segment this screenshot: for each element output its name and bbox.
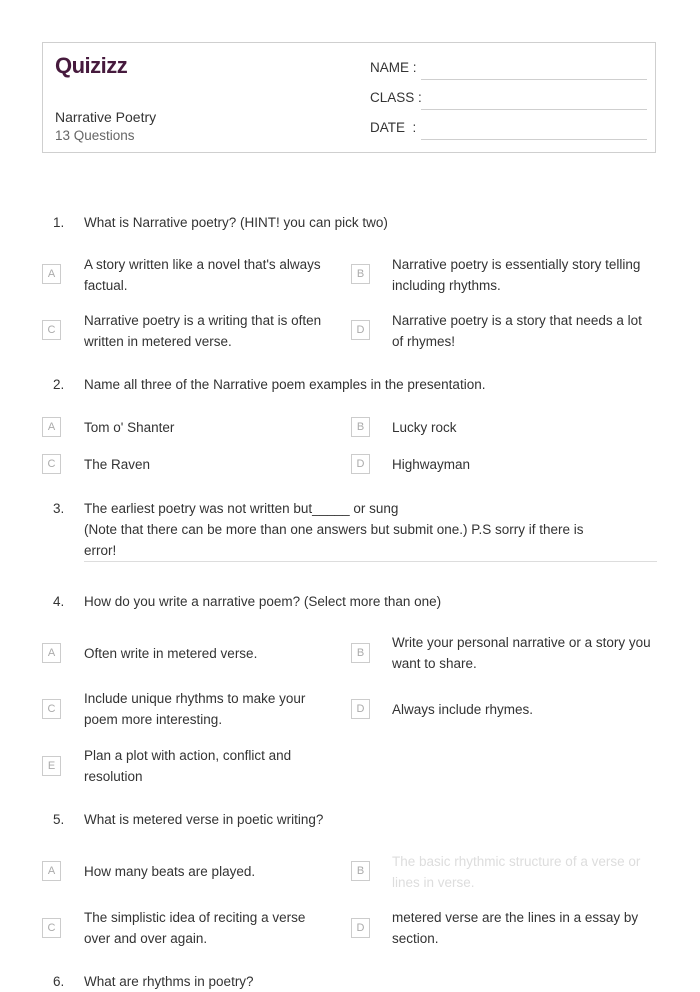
option-d-box[interactable]: D (351, 320, 370, 340)
answer-line[interactable] (84, 561, 657, 562)
question-count: 13 Questions (55, 128, 135, 143)
option-b-text: The basic rhythmic structure of a verse or lines in verse. (392, 854, 641, 890)
option-b-box[interactable]: B (351, 264, 370, 284)
date-line[interactable] (421, 139, 647, 140)
question-text: What is metered verse in poetic writing? (84, 812, 324, 827)
option-b-text: Lucky rock (392, 420, 457, 435)
option-c-box[interactable]: C (42, 918, 61, 938)
worksheet-header (42, 42, 656, 153)
question-text-line-1: The earliest poetry was not written but_____ or sung (84, 501, 399, 516)
option-e-box[interactable]: E (42, 756, 61, 776)
option-c-box[interactable]: C (42, 699, 61, 719)
name-line[interactable] (421, 79, 647, 80)
option-b-box[interactable]: B (351, 417, 370, 437)
question-number: 6. (53, 974, 65, 989)
option-d-box[interactable]: D (351, 699, 370, 719)
option-a-box[interactable]: A (42, 861, 61, 881)
question-text: What are rhythms in poetry? (84, 974, 254, 989)
option-a-text: A story written like a novel that's always factual. (84, 257, 321, 293)
option-d-text: Highwayman (392, 457, 471, 472)
option-d-text: Always include rhymes. (392, 702, 534, 717)
question-number: 3. (53, 501, 65, 516)
option-d-box[interactable]: D (351, 454, 370, 474)
option-c-text: The simplistic idea of reciting a verse over and over again. (84, 910, 306, 946)
option-c-box[interactable]: C (42, 454, 61, 474)
option-d-text: Narrative poetry is a story that needs a lot of rhymes! (392, 313, 642, 349)
question-text-line-3: error! (84, 543, 117, 558)
option-c-text: Include unique rhythms to make your poem more interesting. (84, 691, 306, 727)
option-a-text: Tom o' Shanter (84, 420, 175, 435)
option-d-text: metered verse are the lines in a essay by section. (392, 910, 639, 946)
question-text: How do you write a narrative poem? (Select more than one) (84, 594, 442, 609)
quizizz-logo: Quizizz (55, 53, 128, 78)
question-number: 2. (53, 377, 65, 392)
option-a-text: Often write in metered verse. (84, 646, 258, 661)
option-a-text: How many beats are played. (84, 864, 256, 879)
option-b-text: Write your personal narrative or a story you want to share. (392, 635, 651, 671)
worksheet-title: Narrative Poetry (55, 109, 157, 125)
class-line[interactable] (421, 109, 647, 110)
question-text: Name all three of the Narrative poem examples in the presentation. (84, 377, 486, 392)
name-label: NAME : (370, 60, 417, 75)
option-c-text: The Raven (84, 457, 151, 472)
option-b-box[interactable]: B (351, 861, 370, 881)
option-c-box[interactable]: C (42, 320, 61, 340)
option-c-text: Narrative poetry is a writing that is often written in metered verse. (84, 313, 322, 349)
option-b-text: Narrative poetry is essentially story telling including rhythms. (392, 257, 641, 293)
option-e-text: Plan a plot with action, conflict and resolution (84, 748, 292, 784)
option-d-box[interactable]: D (351, 918, 370, 938)
option-a-box[interactable]: A (42, 417, 61, 437)
option-b-box[interactable]: B (351, 643, 370, 663)
question-text: What is Narrative poetry? (HINT! you can pick two) (84, 215, 388, 230)
question-number: 1. (53, 215, 65, 230)
question-text-line-2: (Note that there can be more than one answers but submit one.) P.S sorry if there is (84, 522, 584, 537)
class-label: CLASS : (370, 90, 422, 105)
question-number: 4. (53, 594, 65, 609)
question-number: 5. (53, 812, 65, 827)
option-a-box[interactable]: A (42, 643, 61, 663)
date-label: DATE : (370, 120, 417, 135)
option-a-box[interactable]: A (42, 264, 61, 284)
